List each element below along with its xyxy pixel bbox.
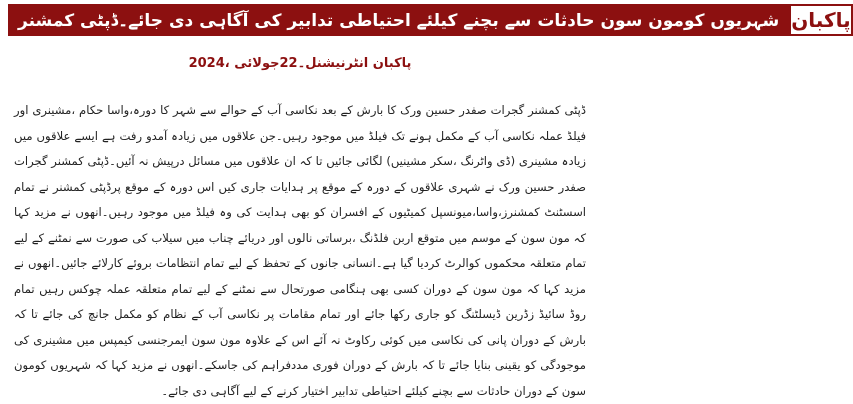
headline: شہریوں کومون سون حادثات سے بچنے کیلئے احتیاطی تدابیر کی آگاہی دی جائے۔ڈپٹی کمشنر xyxy=(8,4,789,36)
dateline: پاکبان انٹرنیشنل۔22جولائی ،2024 xyxy=(188,56,412,71)
article-body: ڈپٹی کمشنر گجرات صفدر حسین ورک کا بارش کے بعد نکاسی آب کے حوالے سے شہر کا دورہ،واسا حکام ،مشینری اور فیلڈ عملہ نکاسی آب کے مکمل ہونے تک فیلڈ میں موجود رہیں۔جن علاقوں میں زیادہ آمدو رفت ہے ایسے علاقوں میں زیادہ مشینری (ڈی واٹرنگ ،سکر مشینیں) لگائی جائیں تا کہ ان علاقوں میں مسائل درپیش نہ آئیں۔ڈپٹی کمشنر گجرات صفدر حسین ورک نے شہری علاقوں کے دورہ کے موقع پر ہدایات جاری کیں اس دورہ کے موقع پرڈپٹی کمشنر نے تمام اسسٹنٹ کمشنرز،واسا،میونسپل کمیٹیوں کے افسران کو بھی ہدایت کی وہ فیلڈ میں موجود رہیں۔انھوں نے مزید کہا کہ مون سون کے موسم میں متوقع اربن فلڈنگ ،برساتی نالوں اور دریائے چناب میں سیلاب کی صورت سے نمٹنے کے لیے تمام متعلقہ محکموں کوالرٹ کردیا گیا ہے۔انسانی جانوں کے تحفظ کے لیے تمام انتظامات بروئے کارلائے جائیں۔انھوں نے مزید کہا کہ مون سون کے دوران کسی بھی ہنگامی صورتحال سے نمٹنے کے لیے تمام متعلقہ عملہ چوکس رہیں تمام روڈ سائیڈ زڈرین ڈیسلٹنگ کو جاری رکھا جائے اور تمام مقامات پر نکاسی آب کے نظام کو مکمل جانچ کی جائے تا کہ بارش کے دوران پانی کی نکاسی میں کوئی رکاوٹ نہ آئے اس کے علاوہ مون سون ایمرجنسی کیمپس میں مشینری کی موجودگی کو یقینی بنایا جائے تا کہ بارش کے دوران فوری مددفراہم کی جاسکے۔انھوں نے مزید کہا کہ شہریوں کومون سون کے دوران حادثات سے بچنے کیلئے احتیاطی تدابیر اختیار کرنے کے لیے آگاہی دی جائے۔ xyxy=(14,103,586,398)
header xyxy=(8,4,851,36)
logo: پاکبان xyxy=(789,4,852,36)
